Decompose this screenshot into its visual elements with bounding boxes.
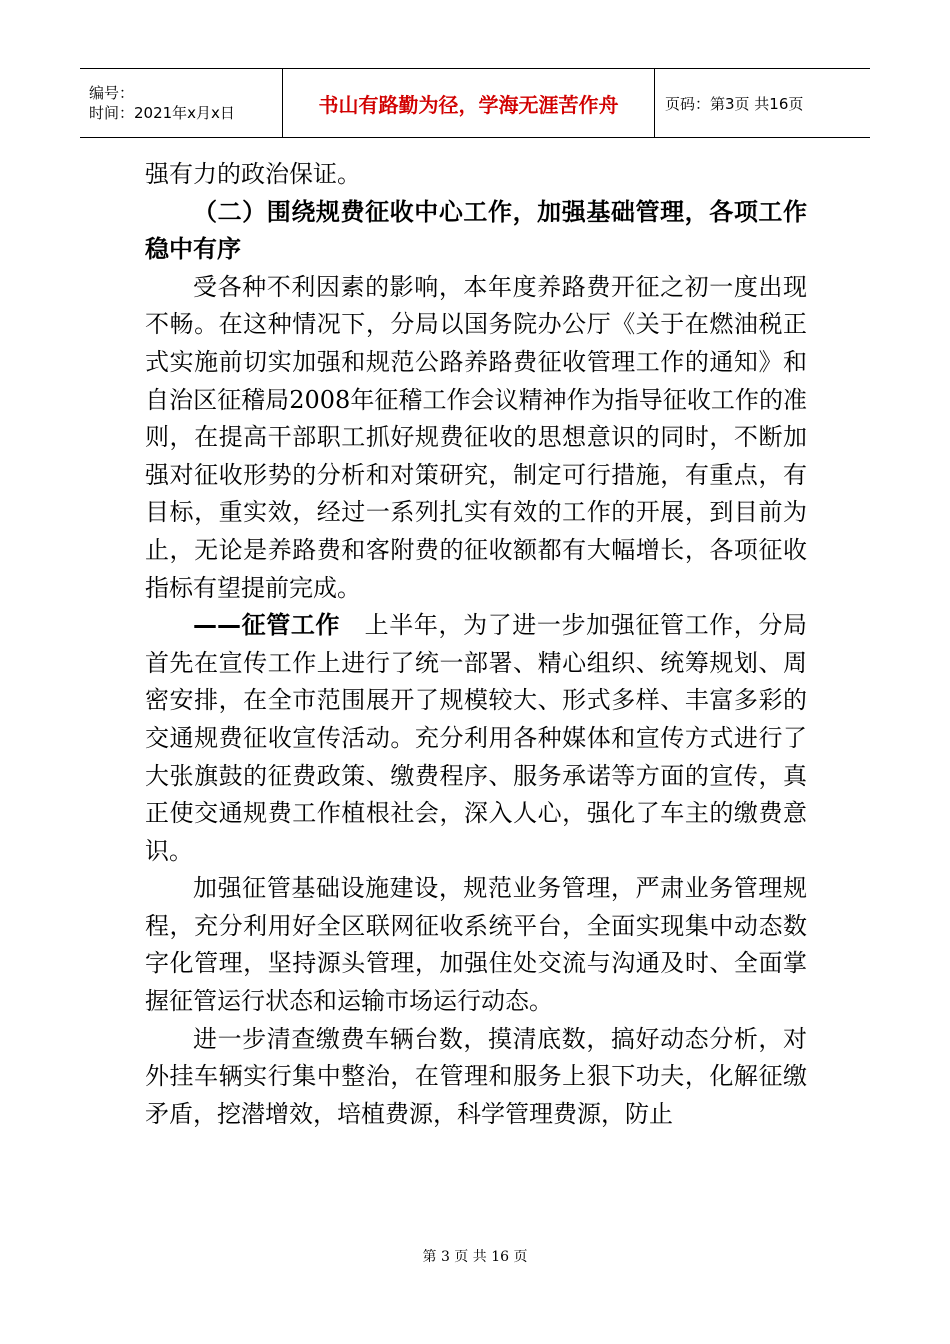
paragraph-text: 上半年，为了进一步加强征管工作，分局首先在宣传工作上进行了统一部署、精心组织、统筹规划、周密安排，在全市范围展开了规模较大、形式多样、丰富多彩的交通规费征收宣传活动。充分利用各种媒体和宣传方式进行了大张旗鼓的征费政策、缴费程序、服务承诺等方面的宣传，真正使交通规费工作植根社会，深入人心，强化了车主的缴费意识。 [145,611,808,865]
document-time-label: 时间：2021年x月x日 [89,104,235,122]
document-body [145,156,807,1133]
paragraph: 强有力的政治保证。 [145,160,361,188]
document-number-label: 编号： [89,84,135,102]
header-meta [80,69,283,137]
subsection-title: ——征管工作 [193,611,341,640]
paragraph [145,607,807,870]
paragraph: 加强征管基础设施建设，规范业务管理，严肃业务管理规程，充分利用好全区联网征收系统平台，全面实现集中动态数字化管理，坚持源头管理，加强住处交流与沟通及时、全面掌握征管运行状态和运输市场运行动态。 [145,874,807,1016]
section-heading: （二）围绕规费征收中心工作，加强基础管理，各项工作稳中有序 [145,197,807,264]
page-header [80,68,870,138]
header-page-info: 页码：第3页 共16页 [665,94,804,113]
paragraph: 进一步清查缴费车辆台数，摸清底数，搞好动态分析，对外挂车辆实行集中整治，在管理和服务上狠下功夫，化解征缴矛盾，挖潜增效，培植费源，科学管理费源，防止 [145,1024,807,1128]
page-footer: 第 3 页 共 16 页 [422,1249,528,1265]
header-motto: 书山有路勤为径，学海无涯苦作舟 [283,69,655,137]
paragraph: 受各种不利因素的影响，本年度养路费开征之初一度出现不畅。在这种情况下，分局以国务院办公厅《关于在燃油税正式实施前切实加强和规范公路养路费征收管理工作的通知》和自治区征稽局2008年征稽工作会议精神作为指导征收工作的准则，在提高干部职工抓好规费征收的思想意识的同时，不断加强对征收形势的分析和对策研究，制定可行措施，有重点，有目标，重实效，经过一系列扎实有效的工作的开展，到目前为止，无论是养路费和客附费的征收额都有大幅增长，各项征收指标有望提前完成。 [145,272,807,602]
